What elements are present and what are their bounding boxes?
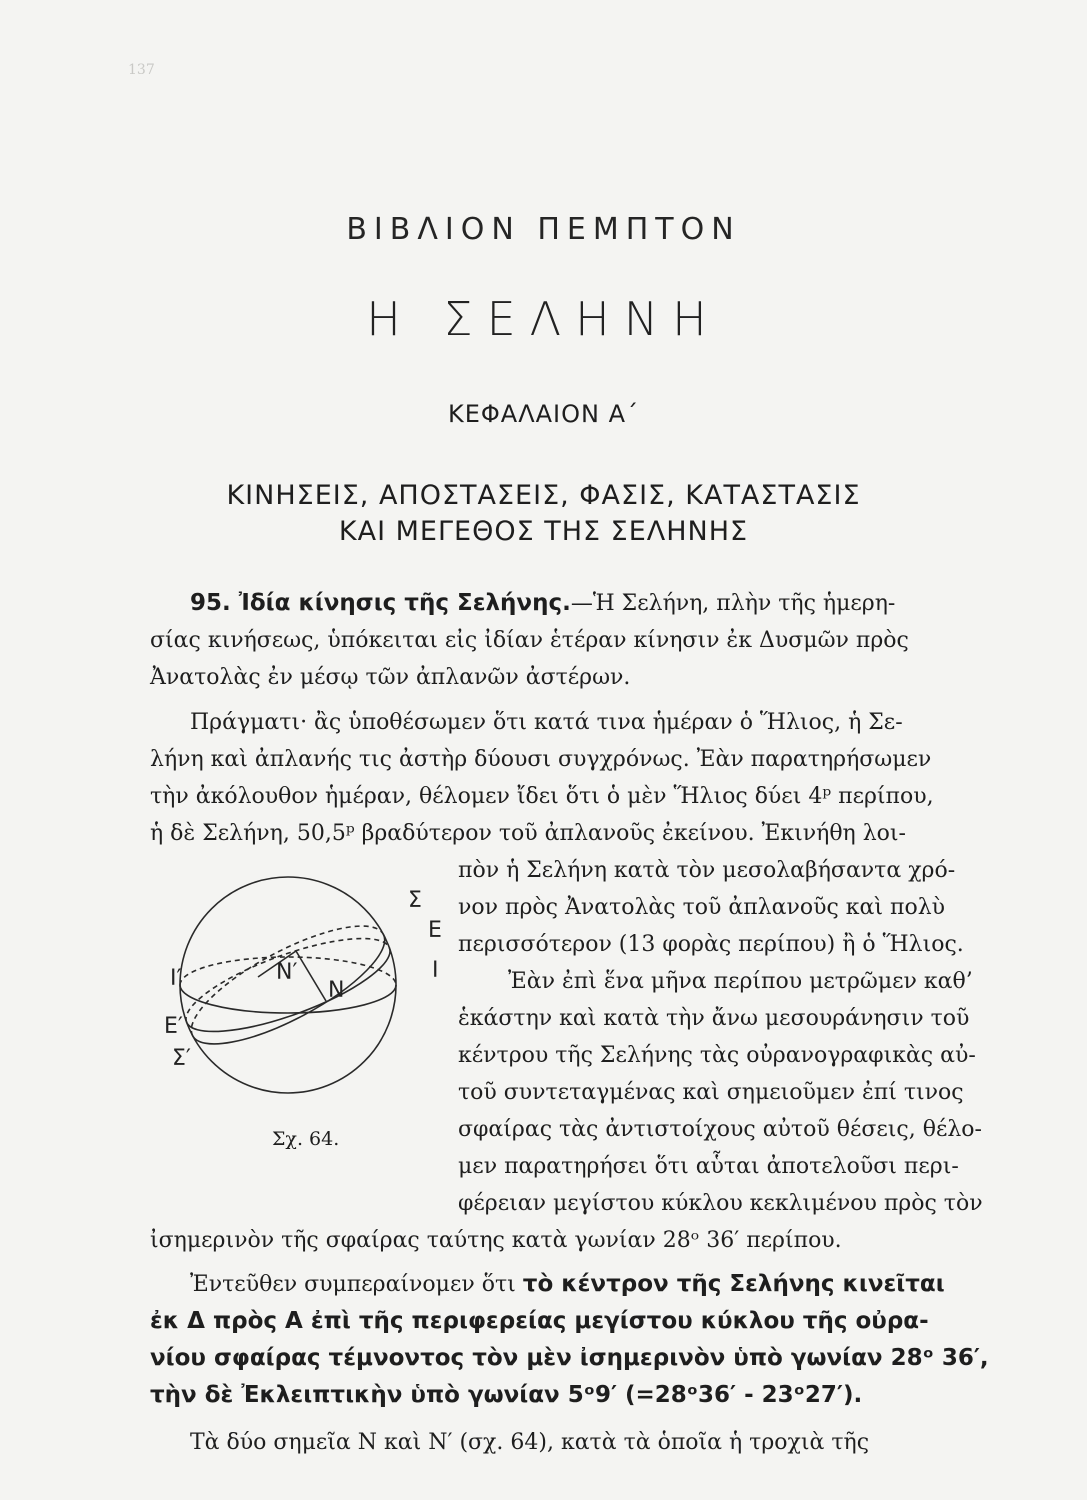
paragraph-4-line-4: τὴν δὲ Ἐκλειπτικὴν ὑπὸ γωνίαν 5ᵒ9′ (=28ᵒ36′ - 23ᵒ27′). [150, 1382, 863, 1408]
paragraph-95-line-3: Ἀνατολὰς ἐν μέσῳ τῶν ἀπλανῶν ἀστέρων. [150, 665, 631, 690]
section-title-line-1: ΚΙΝΗΣΕΙΣ, ΑΠΟΣΤΑΣΕΙΣ, ΦΑΣΙΣ, ΚΑΤΑΣΤΑΣΙΣ [226, 480, 861, 511]
paragraph-2-line-4: ἡ δὲ Σελήνη, 50,5ᵖ βραδύτερον τοῦ ἀπλανοῦς ἐκείνου. Ἐκινήθη λοι- [150, 821, 906, 846]
label-n-prime: Ν′ [276, 960, 298, 985]
paragraph-3-line-6: μεν παρατηρήσει ὅτι αὗται ἀποτελοῦσι περι- [458, 1154, 959, 1179]
paragraph-3-line-2: ἑκάστην καὶ κατὰ τὴν ἄνω μεσουράνησιν τοῦ [458, 1006, 970, 1031]
label-sigma: Σ [408, 888, 422, 913]
paragraph-95-line-2: σίας κινήσεως, ὑπόκειται εἰς ἰδίαν ἑτέραν κίνησιν ἐκ Δυσμῶν πρὸς [150, 628, 909, 653]
paragraph-4-line-1 [190, 1266, 945, 1303]
paragraph-2-line-6: νον πρὸς Ἀνατολὰς τοῦ ἀπλανοῦς καὶ πολὺ [458, 895, 946, 920]
node-line-n [296, 951, 326, 1001]
sphere-outline [180, 877, 396, 1093]
label-e-prime: Ε′ [164, 1014, 183, 1039]
figure-caption: Σχ. 64. [272, 1128, 340, 1150]
label-i-prime: Ι′ [170, 966, 182, 991]
label-n: Ν [328, 978, 345, 1003]
paragraph-3-line-5: σφαίρας τὰς ἀντιστοίχους αὐτοῦ θέσεις, θέλο- [458, 1117, 982, 1142]
paragraph-3-line-1: Ἐὰν ἐπὶ ἕνα μῆνα περίπου μετρῶμεν καθ’ [508, 969, 973, 994]
figure-64 [158, 855, 448, 1165]
section-title-line-2: ΚΑΙ ΜΕΓΕΘΟΣ ΤΗΣ ΣΕΛΗΝΗΣ [338, 516, 749, 547]
chapter-title: Η ΣΕΛΗΝΗ [366, 292, 721, 346]
label-e: Ε [428, 918, 442, 943]
paragraph-5-line-1: Τὰ δύο σημεῖα Ν καὶ Ν′ (σχ. 64), κατὰ τὰ ὁποῖα ἡ τροχιὰ τῆς [190, 1430, 870, 1455]
paragraph-4-intro: Ἐντεῦθεν συμπεραίνομεν ὅτι [190, 1272, 516, 1297]
equator-front [180, 985, 396, 1013]
paragraph-2-line-2: λήνη καὶ ἀπλανής τις ἀστὴρ δύουσι συγχρόνως. Ἐὰν παρατηρήσωμεν [150, 747, 932, 772]
paragraph-2-line-1: Πράγματι· ἂς ὑποθέσωμεν ὅτι κατά τινα ἡμέραν ὁ Ἥλιος, ἡ Σε- [190, 710, 903, 735]
paragraph-95-text: —Ἡ Σελήνη, πλὴν τῆς ἡμερη- [570, 591, 896, 616]
paragraph-3-line-3: κέντρου τῆς Σελήνης τὰς οὐρανογραφικὰς αὐ- [458, 1043, 976, 1068]
chapter-number: ΚΕΦΑΛΑΙΟΝ Α΄ [447, 400, 639, 428]
paragraph-4-line-3: νίου σφαίρας τέμνοντος τὸν μὲν ἰσημερινὸν ὑπὸ γωνίαν 28ᵒ 36′, [150, 1345, 989, 1371]
paragraph-3-line-4: τοῦ συντεταγμένας καὶ σημειοῦμεν ἐπί τινος [458, 1080, 964, 1105]
book-title: ΒΙΒΛΙΟΝ ΠΕΜΠΤΟΝ [346, 212, 741, 247]
lunar-orbit-front [193, 934, 400, 1065]
paragraph-2-line-5: πὸν ἡ Σελήνη κατὰ τὸν μεσολαβήσαντα χρό- [458, 858, 956, 883]
paragraph-2-line-3: τὴν ἀκόλουθον ἡμέραν, θέλομεν ἴδει ὅτι ὁ μὲν Ἥλιος δύει 4ᵖ περίπου, [150, 784, 934, 809]
label-i: Ι [432, 958, 439, 983]
paragraph-95-line-1 [190, 585, 895, 622]
page-number: 137 [128, 62, 155, 78]
paragraph-2-line-7: περισσότερον (13 φορὰς περίπου) ἢ ὁ Ἥλιος. [458, 932, 964, 957]
section-title [0, 478, 1087, 550]
label-sigma-prime: Σ′ [172, 1046, 191, 1071]
paragraph-4-bold-1: τὸ κέντρον τῆς Σελήνης κινεῖται [522, 1271, 945, 1297]
paragraph-4-line-2: ἐκ Δ πρὸς Α ἐπὶ τῆς περιφερείας μεγίστου κύκλου τῆς οὐρα- [150, 1308, 929, 1334]
paragraph-95-heading: 95. Ἰδία κίνησις τῆς Σελήνης. [190, 590, 571, 616]
paragraph-3-line-8: ἰσημερινὸν τῆς σφαίρας ταύτης κατὰ γωνίαν 28ᵒ 36′ περίπου. [150, 1228, 842, 1253]
paragraph-3-line-7: φέρειαν μεγίστου κύκλου κεκλιμένου πρὸς τὸν [458, 1191, 983, 1216]
